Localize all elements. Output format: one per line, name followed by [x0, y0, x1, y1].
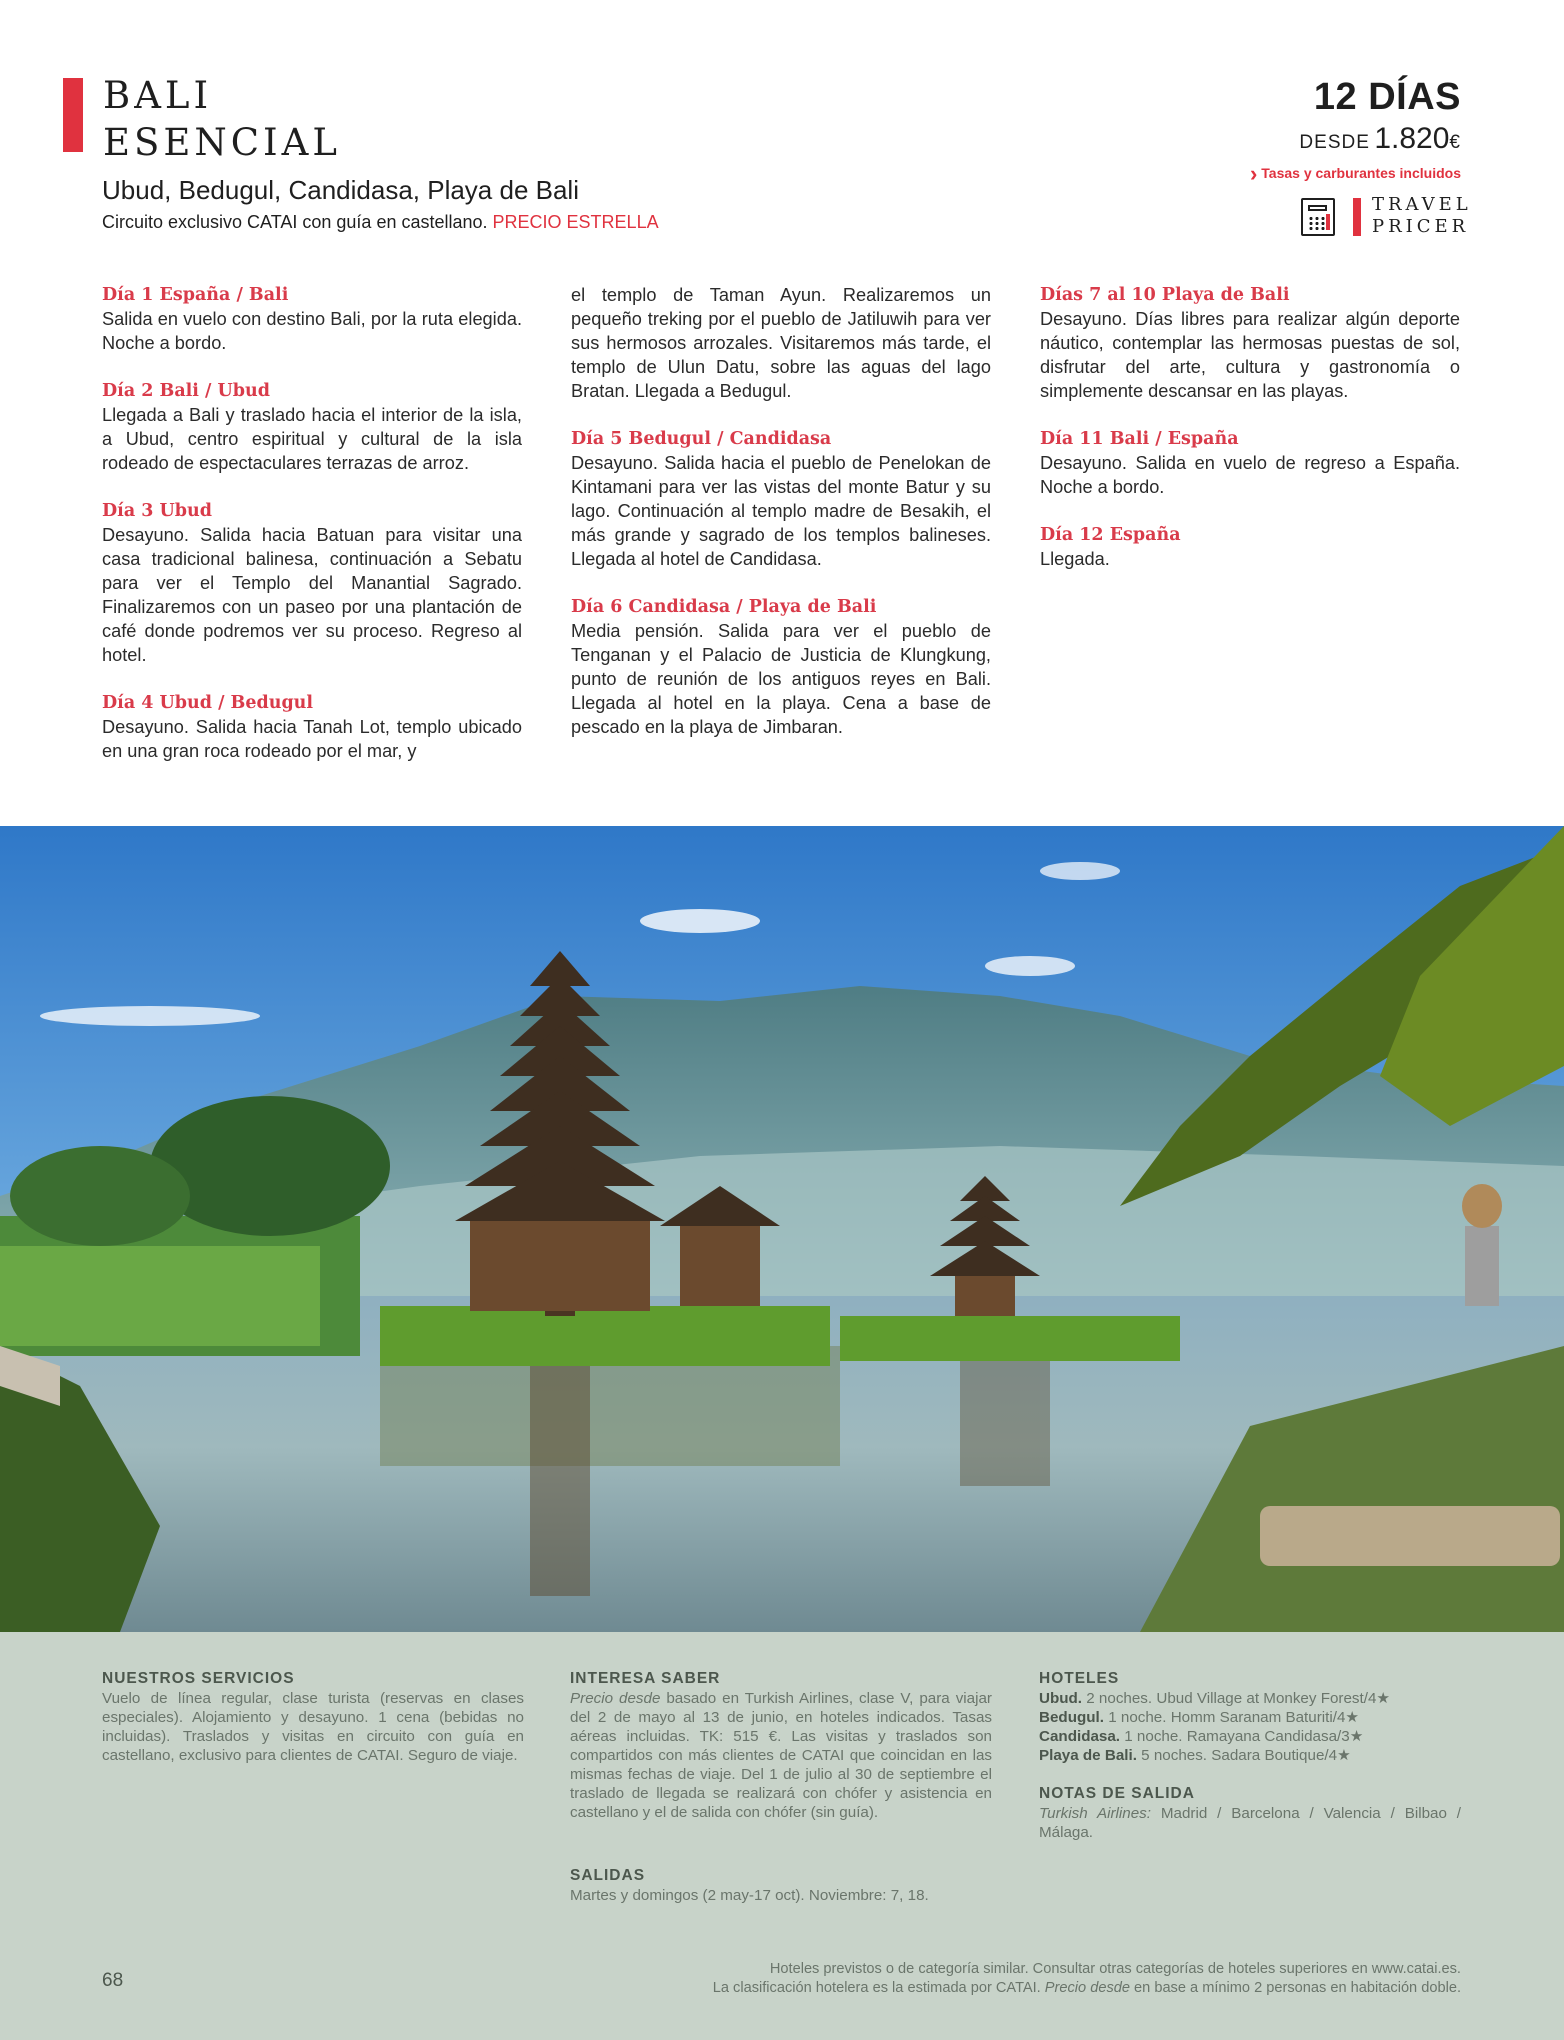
hotel-row: Candidasa. 1 noche. Ramayana Candidasa/3★: [1039, 1728, 1364, 1745]
calculator-icon: [1301, 198, 1335, 236]
chevron-right-icon: ›: [1249, 161, 1258, 186]
itinerary-day: [102, 499, 522, 667]
circuit-text: Circuito exclusivo CATAI con guía en castellano.: [102, 212, 488, 232]
footer-note: [713, 1960, 1461, 1998]
day-text: Llegada a Bali y traslado hacia el interior de la isla, a Ubud, centro espiritual y cultural de la isla rodeado de espectaculares terrazas de arroz.: [102, 405, 522, 473]
day-text: Desayuno. Salida hacia Batuan para visitar una casa tradicional balinesa, continuación a Sebatu para ver el Templo del Manantial Sagrado. Finalizaremos con un paseo por una plantación de café donde podremos ver su proceso. Regreso al hotel.: [102, 525, 522, 665]
services-text: Vuelo de línea regular, clase turista (reservas en clases especiales). Alojamiento y desayuno. 1 cena (bebidas no incluidas). Traslados y visitas en circuito con guía en castellano, exclusivo para clientes de CATAI. Seguro de viaje.: [102, 1690, 524, 1764]
day-title: Día 2 Bali / Ubud: [102, 381, 270, 401]
itinerary-day: [1040, 427, 1460, 499]
hotel-row: Ubud. 2 noches. Ubud Village at Monkey Forest/4★: [1039, 1690, 1391, 1707]
circuit-description: [102, 212, 659, 233]
day-text: Desayuno. Salida en vuelo de regreso a España. Noche a bordo.: [1040, 453, 1460, 497]
day-title: Día 1 España / Bali: [102, 285, 289, 305]
day-text: el templo de Taman Ayun. Realizaremos un pequeño treking por el pueblo de Jatiluwih para ver sus hermosos arrozales. Visitaremos más tarde, el templo de Ulun Datu, sobre las aguas del lago Bratan. Llegada a Bedugul.: [571, 285, 991, 401]
services-heading: NUESTROS SERVICIOS: [102, 1670, 295, 1687]
salidas-heading: SALIDAS: [570, 1867, 646, 1884]
day-title: Día 12 España: [1040, 525, 1181, 545]
page-number: 68: [102, 1970, 124, 1991]
route-subtitle: Ubud, Bedugul, Candidasa, Playa de Bali: [102, 175, 579, 205]
hotel-row: Bedugul. 1 noche. Homm Saranam Baturiti/4★: [1039, 1709, 1360, 1726]
salidas-section: [570, 1866, 992, 1905]
temple-lake-photo: [0, 826, 1564, 1632]
desde-label: DESDE: [1299, 132, 1370, 153]
itinerary-day: [102, 283, 522, 355]
services-section: [102, 1669, 524, 1765]
itinerary-column-1: [102, 283, 522, 787]
price-amount: 1.820: [1374, 122, 1450, 155]
day-text: Media pensión. Salida para ver el pueblo de Tenganan y el Palacio de Justicia de Klungkung, punto de reunión de los antiguos reyes en Bali. Llegada al hotel en la playa. Cena a base de pescado en la playa de Jimbaran.: [571, 621, 991, 737]
taxes-note: [1249, 161, 1461, 186]
day-text: Salida en vuelo con destino Bali, por la ruta elegida. Noche a bordo.: [102, 309, 522, 353]
departure-notes-text: Turkish Airlines: Madrid / Barcelona / Valencia / Bilbao / Málaga.: [1039, 1805, 1462, 1841]
itinerary-column-2: [571, 283, 991, 763]
interesa-saber-text: Precio desde basado en Turkish Airlines, clase V, para viajar del 2 de mayo al 13 de junio, en hoteles indicados. Tasas aéreas incluidas. TK: 515 €. Las visitas y traslados son compartidos con más clientes de CATAI que coincidan en las mismas fechas de viaje. Del 1 de julio al 30 de septiembre el traslado de llegada se realizará con chófer y asistencia en castellano y el de salida con chófer (sin guía).: [570, 1690, 992, 1821]
itinerary-day: [102, 379, 522, 475]
travel-pricer-accent-bar: [1353, 198, 1361, 236]
day-text: Llegada.: [1040, 549, 1110, 569]
title-line-2: ESENCIAL: [103, 121, 341, 164]
page-title: [103, 72, 341, 166]
precio-estrella-label: PRECIO ESTRELLA: [492, 212, 659, 232]
day-title: Día 5 Bedugul / Candidasa: [571, 429, 832, 449]
day-title: Día 11 Bali / España: [1040, 429, 1239, 449]
itinerary-column-3: [1040, 283, 1460, 595]
price-block: [1299, 122, 1461, 156]
hotels-section: [1039, 1669, 1461, 1765]
itinerary-day: [102, 691, 522, 763]
title-line-1: BALI: [103, 74, 213, 117]
itinerary-day: [1040, 523, 1460, 571]
footer-note-line-2: La clasificación hotelera es la estimada por CATAI. Precio desde en base a mínimo 2 personas en habitación doble.: [712, 1980, 1461, 1996]
interesa-saber-heading: INTERESA SABER: [570, 1670, 721, 1687]
salidas-text: Martes y domingos (2 may-17 oct). Noviembre: 7, 18.: [570, 1887, 929, 1904]
itinerary-day: [1040, 283, 1460, 403]
day-text: Desayuno. Salida hacia Tanah Lot, templo ubicado en una gran roca rodeado por el mar, y: [102, 717, 522, 761]
departure-notes-heading: NOTAS DE SALIDA: [1039, 1785, 1195, 1802]
footer-note-line-1: Hoteles previstos o de categoría similar. Consultar otras categorías de hoteles superiores en www.catai.es.: [769, 1961, 1461, 1977]
taxes-note-text: Tasas y carburantes incluidos: [1261, 165, 1461, 181]
day-text: Desayuno. Salida hacia el pueblo de Penelokan de Kintamani para ver las vistas del monte Batur y su lago. Continuación al templo madre de Besakih, el más grande y sagrado de los templos balineses. Llegada al hotel de Candidasa.: [571, 453, 991, 569]
itinerary-day: [571, 595, 991, 739]
currency-symbol: €: [1449, 132, 1461, 153]
day-text: Desayuno. Días libres para realizar algún deporte náutico, contemplar las hermosas puestas de sol, disfrutar del arte, cultura y gastronomía o simplemente descansar en las playas.: [1040, 309, 1460, 401]
day-title: Día 6 Candidasa / Playa de Bali: [571, 597, 877, 617]
hotels-heading: HOTELES: [1039, 1670, 1120, 1687]
day-title: Día 3 Ubud: [102, 501, 212, 521]
title-accent-bar: [63, 78, 83, 152]
travel-pricer-logo: TRAVEL PRICER: [1372, 194, 1472, 237]
itinerary-day-continued: [571, 283, 991, 403]
trip-duration: 12 DÍAS: [1313, 76, 1461, 118]
interesa-saber-section: [570, 1669, 992, 1822]
day-title: Día 4 Ubud / Bedugul: [102, 693, 314, 713]
itinerary-day: [571, 427, 991, 571]
departure-notes-section: [1039, 1784, 1461, 1842]
hotel-row: Playa de Bali. 5 noches. Sadara Boutique/4★: [1039, 1747, 1351, 1764]
day-title: Días 7 al 10 Playa de Bali: [1040, 285, 1290, 305]
